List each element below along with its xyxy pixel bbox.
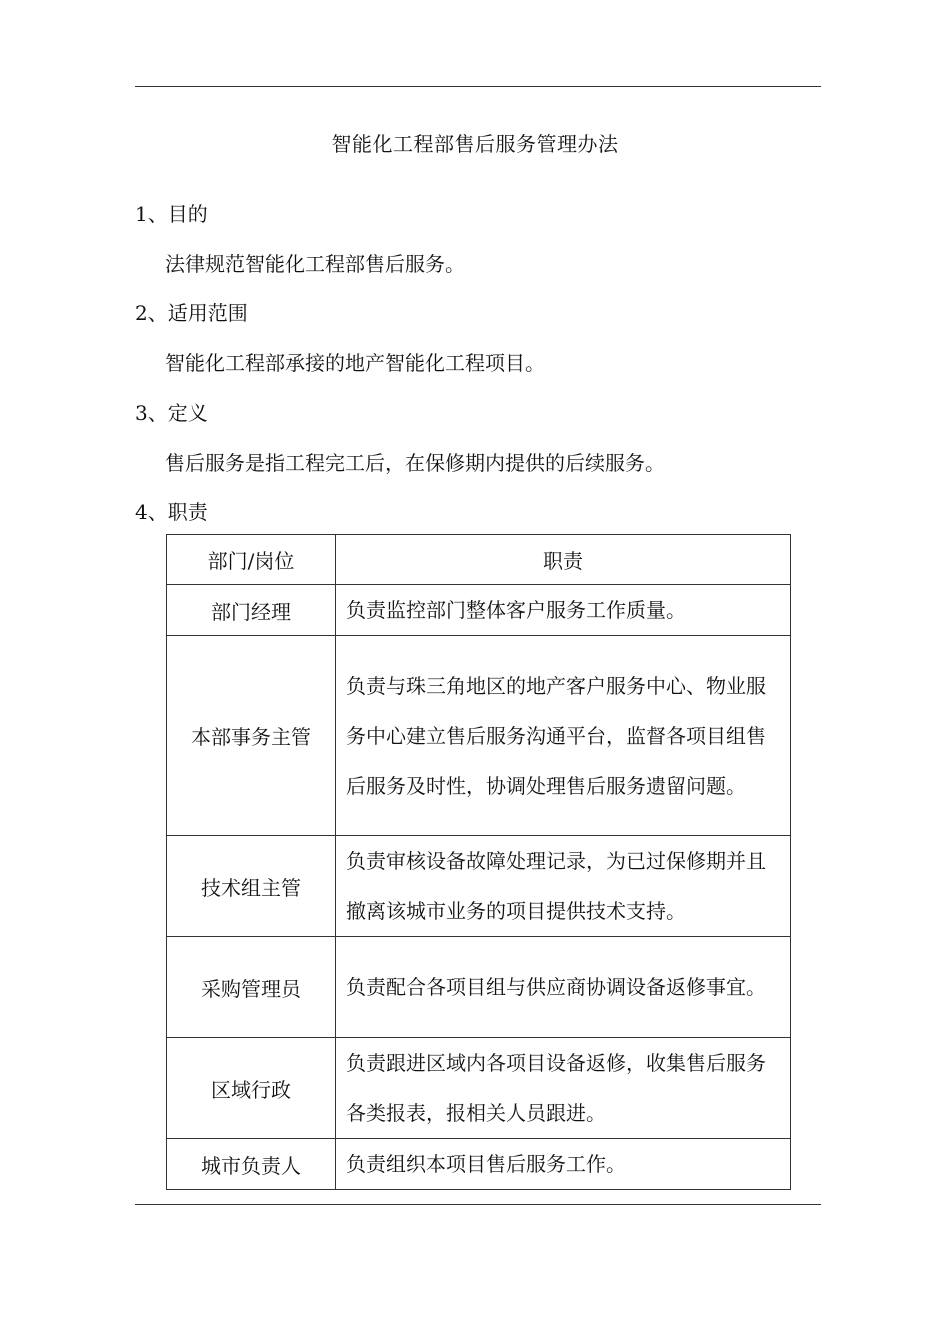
duty-cell: 负责配合各项目组与供应商协调设备返修事宜。 bbox=[336, 937, 791, 1038]
table-row bbox=[167, 636, 791, 836]
header-role: 部门/岗位 bbox=[167, 535, 336, 585]
table-row bbox=[167, 937, 791, 1038]
header-rule bbox=[135, 86, 821, 87]
section-text-scope: 智能化工程部承接的地产智能化工程项目。 bbox=[165, 351, 545, 375]
role-cell: 区域行政 bbox=[167, 1038, 336, 1139]
table-row bbox=[167, 1038, 791, 1139]
table-row bbox=[167, 1139, 791, 1190]
section-heading-definition: 3、定义 bbox=[135, 401, 208, 425]
role-cell: 城市负责人 bbox=[167, 1139, 336, 1190]
header-duty: 职责 bbox=[336, 535, 791, 585]
section-heading-purpose: 1、目的 bbox=[135, 202, 208, 226]
footer-rule bbox=[135, 1204, 821, 1205]
role-cell: 部门经理 bbox=[167, 585, 336, 636]
duty-cell: 负责组织本项目售后服务工作。 bbox=[336, 1139, 791, 1190]
section-text-purpose: 法律规范智能化工程部售后服务。 bbox=[165, 252, 465, 276]
document-title: 智能化工程部售后服务管理办法 bbox=[331, 132, 619, 156]
role-cell: 技术组主管 bbox=[167, 836, 336, 937]
duty-table bbox=[166, 534, 791, 1190]
role-cell: 采购管理员 bbox=[167, 937, 336, 1038]
section-heading-duties: 4、职责 bbox=[135, 500, 208, 524]
table-row bbox=[167, 836, 791, 937]
duty-cell: 负责监控部门整体客户服务工作质量。 bbox=[336, 585, 791, 636]
duty-cell: 负责审核设备故障处理记录，为已过保修期并且撤离该城市业务的项目提供技术支持。 bbox=[336, 836, 791, 937]
duty-cell: 负责与珠三角地区的地产客户服务中心、物业服务中心建立售后服务沟通平台，监督各项目组售后服务及时性，协调处理售后服务遗留问题。 bbox=[336, 636, 791, 836]
section-heading-scope: 2、适用范围 bbox=[135, 301, 248, 325]
section-text-definition: 售后服务是指工程完工后，在保修期内提供的后续服务。 bbox=[165, 451, 665, 475]
role-cell: 本部事务主管 bbox=[167, 636, 336, 836]
duty-cell: 负责跟进区域内各项目设备返修，收集售后服务各类报表，报相关人员跟进。 bbox=[336, 1038, 791, 1139]
table-header-row bbox=[167, 535, 791, 585]
table-row bbox=[167, 585, 791, 636]
